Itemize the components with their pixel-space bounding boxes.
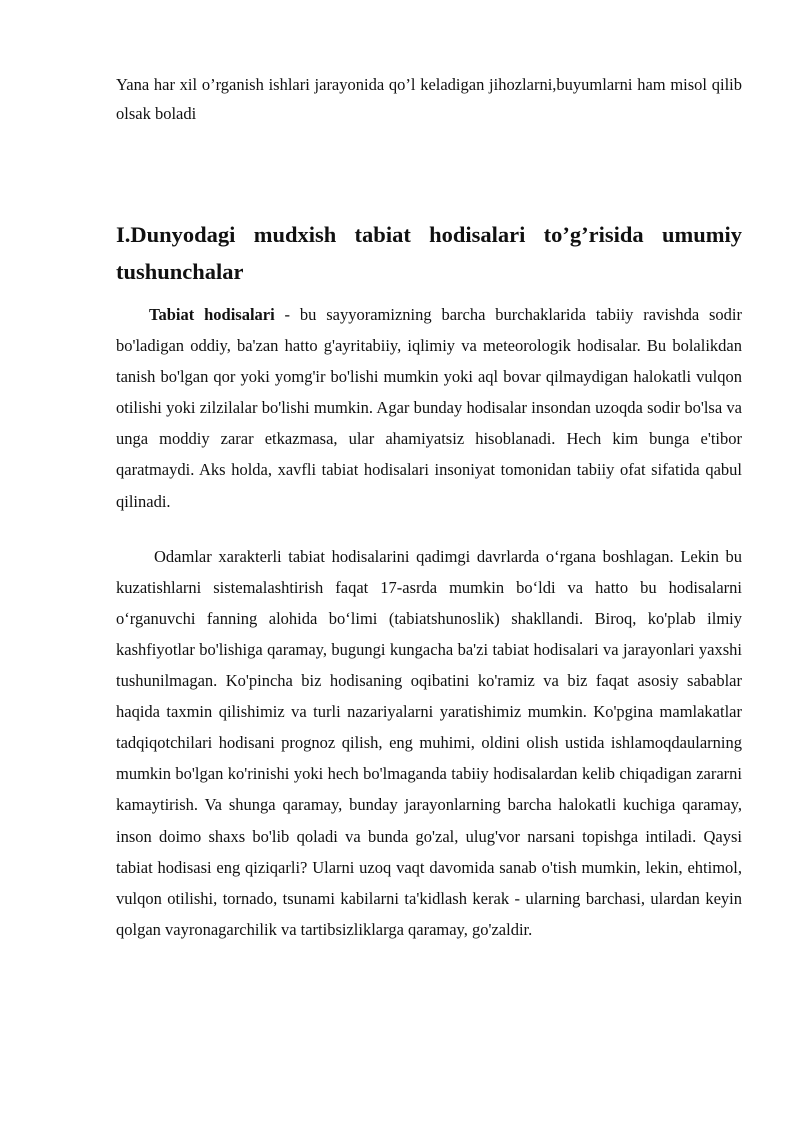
section-heading: I.Dunyodagi mudxish tabiat hodisalari to’g’risida umumiy tushunchalar: [116, 222, 742, 284]
intro-paragraph: Yana har xil o’rganish ishlari jarayonida qo’l keladigan jihozlarni,buyumlarni ham misol qilib olsak boladi: [116, 75, 742, 123]
paragraph-2: Odamlar xarakterli tabiat hodisalarini qadimgi davrlarda oʻrgana boshlagan. Lekin bu kuzatishlarni sistemalashtirish faqat 17-asrda mumkin boʻldi va hatto bu hodisalarni oʻrganuvchi fanning alohida boʻlimi (tabiatshunoslik) shakllandi. Biroq, ko'plab ilmiy kashfiyotlar bo'lishiga qaramay, bugungi kungacha ba'zi tabiat hodisalari va jarayonlari yaxshi tushunilmagan. Ko'pincha biz hodisaning oqibatini ko'ramiz va biz faqat asosiy sabablar haqida taxmin qilishimiz va turli nazariyalarni yaratishimiz mumkin. Ko'pgina mamlakatlar tadqiqotchilari hodisani prognoz qilish, eng muhimi, oldini olish ustida ishlamoqdaularning mumkin bo'lgan ko'rinishi yoki hech bo'lmaganda tabiiy hodisalardan kelib chiqadigan zararni kamaytirish. Va shunga qaramay, bunday jarayonlarning barcha halokatli kuchiga qaramay, inson doimo shaxs bo'lib qoladi va bunda go'zal, ulug'vor narsani topishga intiladi. Qaysi tabiat hodisasi eng qiziqarli? Ularni uzoq vaqt davomida sanab o'tish mumkin, lekin, ehtimol, vulqon otilishi, tornado, tsunami kabilarni ta'kidlash kerak - ularning barchasi, ulardan keyin qolgan vayronagarchilik va tartibsizliklarga qaramay, go'zaldir.: [116, 546, 742, 939]
paragraph-1-lead-term: Tabiat hodisalari: [149, 305, 275, 324]
paragraph-1: [116, 299, 742, 517]
paragraph-1-text: - bu sayyoramizning barcha burchaklarida tabiiy ravishda sodir bo'ladigan oddiy, ba'zan hatto g'ayritabiiy, iqlimiy va meteorologik hodisalar. Bu bolalikdan tanish bo'lgan qor yoki yomg'ir bo'lishi mumkin yoki aql bovar qilmaydigan halokatli vulqon otilishi yoki zilzilalar bo'lishi mumkin. Agar bunday hodisalar insondan uzoqda sodir bo'lsa va unga moddiy zarar etkazmasa, ular ahamiyatsiz hisoblanadi. Hech kim bunga e'tibor qaratmaydi. Aks holda, xavfli tabiat hodisalari insoniyat tomonidan tabiiy ofat sifatida qabul qilinadi.: [116, 305, 742, 511]
